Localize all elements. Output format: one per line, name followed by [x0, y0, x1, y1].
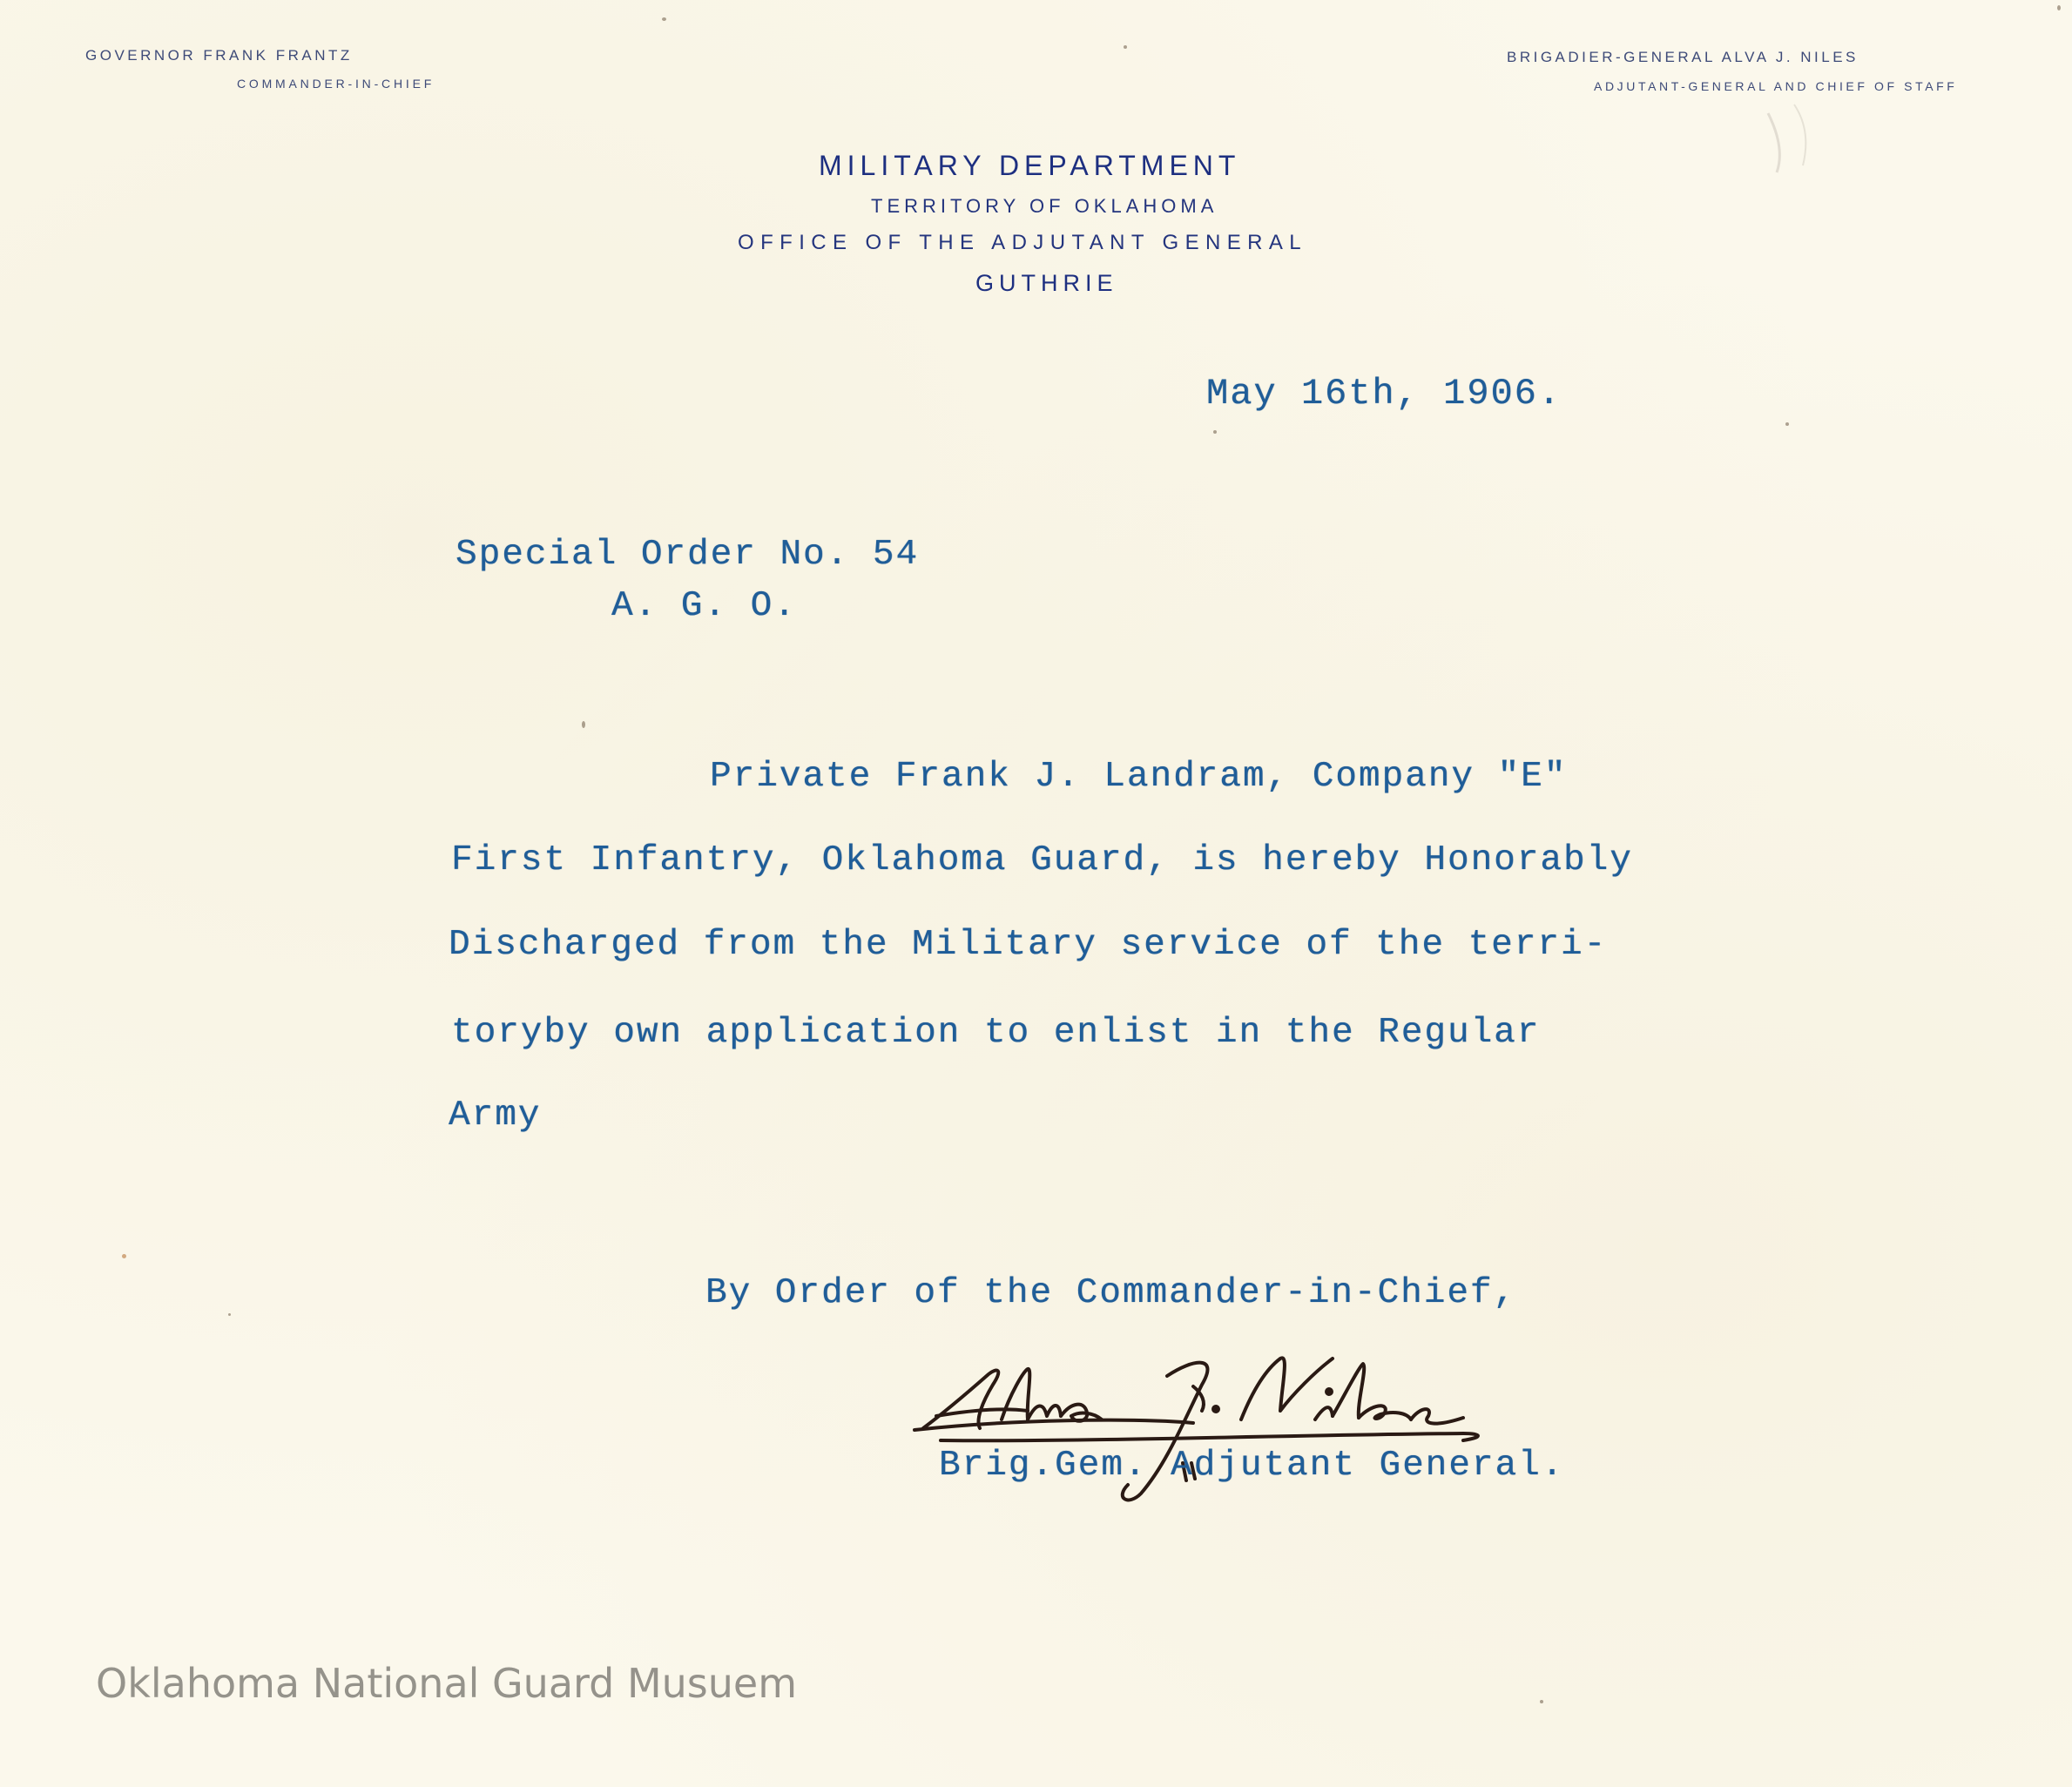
- paper-speck: [1213, 430, 1217, 434]
- paper-speck: [582, 721, 585, 728]
- body-line: toryby own application to enlist in the Regular: [451, 1013, 1541, 1053]
- department-title: MILITARY DEPARTMENT: [819, 150, 1241, 181]
- order-code: A. G. O.: [611, 586, 797, 626]
- paper-speck: [1124, 45, 1127, 49]
- order-number: Special Order No. 54: [456, 535, 920, 575]
- paper-speck: [122, 1254, 126, 1258]
- governor-title: COMMANDER-IN-CHIEF: [237, 77, 435, 91]
- governor-name: GOVERNOR FRANK FRANTZ: [85, 47, 353, 64]
- department-territory: TERRITORY OF OKLAHOMA: [871, 195, 1218, 217]
- paper-speck: [1785, 422, 1789, 426]
- general-title: ADJUTANT-GENERAL AND CHIEF OF STAFF: [1594, 79, 1958, 93]
- paper-speck: [662, 17, 666, 21]
- body-line: Private Frank J. Landram, Company "E": [710, 757, 1568, 797]
- closing-line: By Order of the Commander-in-Chief,: [705, 1273, 1517, 1313]
- museum-watermark: Oklahoma National Guard Musuem: [96, 1660, 798, 1707]
- general-name: BRIGADIER-GENERAL ALVA J. NILES: [1507, 49, 1859, 65]
- body-line: Army: [449, 1096, 542, 1136]
- department-office: OFFICE OF THE ADJUTANT GENERAL: [738, 231, 1308, 254]
- department-city: GUTHRIE: [975, 270, 1118, 296]
- body-line: First Infantry, Oklahoma Guard, is hereby Honorably: [451, 840, 1633, 880]
- paper-speck: [1540, 1700, 1543, 1703]
- paper-speck: [2057, 5, 2061, 10]
- paper-speck: [228, 1313, 231, 1316]
- letter-date: May 16th, 1906.: [1206, 373, 1562, 415]
- signatory-title: Brig.Gem. Adjutant General.: [939, 1446, 1565, 1486]
- body-line: Discharged from the Military service of the terri-: [449, 925, 1608, 965]
- pencil-mark-decoration: [1481, 96, 1881, 174]
